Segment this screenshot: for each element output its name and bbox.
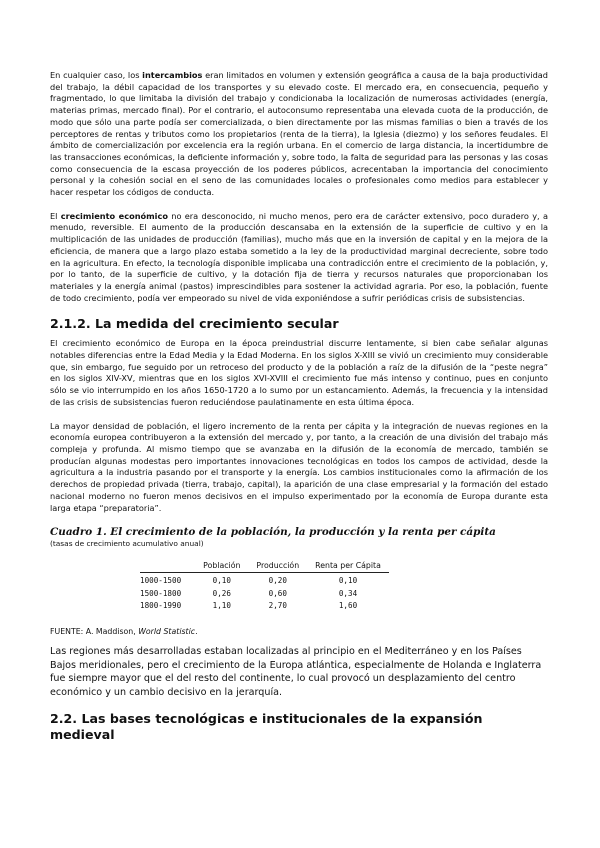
- table-cell: 0,60: [268, 588, 287, 598]
- paragraph-crecimiento-europa: El crecimiento económico de Europa en la época preindustrial discurre lentamente, si bien cabe señalar algunas notables diferencias entre la Edad Media y la Edad Moderna. En los siglos X-XIII se vivió un crecimiento muy considerable que, sin embargo, fue seguido por un retroceso del producto y de la población a raíz de la difusión de la “peste negra” en los siglos XIV-XV, mientras que en los siglos XVI-XVIII el crecimiento fue más intenso y continuo, pues en conjunto sólo se vio interrumpido en los años 1650-1720 a lo sumo por un estancamiento. Además, la frecuencia y la intensidad de las crisis de subsistencias fueron reduciéndose paulatinamente en esta última época.: [50, 338, 549, 407]
- table-cell: 0,34: [338, 588, 358, 598]
- section-heading-medida: 2.1.2. La medida del crecimiento secular: [50, 316, 339, 332]
- table-cell: 0,26: [212, 588, 231, 598]
- paragraph-intercambios: [50, 70, 548, 199]
- table-row: [140, 587, 389, 600]
- source-end: .: [195, 627, 198, 637]
- bold-term-intercambios: intercambios: [142, 70, 203, 80]
- table-row: [140, 600, 389, 613]
- text-run: no era desconocido, ni mucho menos, pero era de carácter extensivo, poco duradero y, a menudo, reversible. El aumento de la producción descansaba en la extensión de la superficie de cultivo y en la multiplicación de las unidades de producción (familias), mucho más que en la inversión de capital y en la mejora de la eficiencia, de manera que a largo plazo estaba sometido a la ley de la productividad marginal decreciente, sobre todo en la agricultura. En efecto, la tecnología disponible implicaba una contradicción entre el crecimiento de la población, y, por lo tanto, de la superficie de cultivo, y la dotación fija de tierra y recursos naturales que proporcionaban los materiales y la energía animal (pastos) imprescindibles para sostener la actividad agraria. Por eso, la población, fuente de todo crecimiento, podía ver empeorado su nivel de vida exponiéndose a sufrir periódicas crisis de subsistencias.: [50, 210, 548, 303]
- header-cell: [140, 559, 195, 572]
- header-cell: Renta per Cápita: [307, 559, 389, 572]
- document-page: [50, 70, 548, 743]
- text-run: En cualquier caso, los: [50, 70, 143, 80]
- table-cell: 1800-1990: [140, 601, 182, 611]
- table-title: Cuadro 1. El crecimiento de la población, la producción y la renta per cápita: [50, 526, 496, 539]
- bold-term-crecimiento: crecimiento económico: [60, 210, 168, 221]
- table-cell: 0,20: [268, 576, 287, 586]
- source-label: FUENTE: A. Maddison,: [50, 627, 139, 637]
- table-cell: 2,70: [268, 601, 287, 611]
- table-cell: 0,10: [338, 576, 358, 586]
- table-cell: 1000-1500: [140, 576, 182, 586]
- section-heading-bases: 2.2. Las bases tecnológicas e institucionales de la expansión medieval: [50, 711, 483, 743]
- table-cell: 1,10: [212, 601, 231, 611]
- text-run: eran limitados en volumen y extensión geográfica a causa de la baja productividad del trabajo, la débil capacidad de los transportes y su elevado coste. El mercado era, en consecuencia, pequeño y fragmentado, lo que limitaba la división del trabajo y condicionaba la localización de numerosas actividades (energía, materias primas, mercado final). Por el contrario, el autoconsumo representaba una elevada cuota de la producción, de modo que sólo una parte podía ser comercializada, o bien directamente por las mismas familias o bien a través de los perceptores de rentas y tributos como los propietarios (renta de la tierra), la Iglesia (diezmo) y los señores feudales. El ámbito de comercialización por excelencia era la región urbana. En el comercio de larga distancia, la incertidumbre de las transacciones económicas, la deficiente información y, sobre todo, la falta de seguridad para las personas y las cosas como consecuencia de la escasa proyección de los poderes públicos, acrecentaban la importancia del conocimiento personal y la cohesión social en el seno de las comunidades locales o profesionales como medios para establecer y hacer respetar los códigos de conducta.: [50, 70, 548, 198]
- text-run: El: [50, 210, 61, 221]
- header-cell: Población: [195, 559, 248, 572]
- table-subtitle: (tasas de crecimiento acumulativo anual): [50, 539, 204, 549]
- table-source: [50, 626, 548, 637]
- table-cell: 0,10: [212, 576, 231, 586]
- source-work: World Statistic: [138, 627, 196, 637]
- table-header-row: [140, 559, 389, 572]
- paragraph-crecimiento-economico: [50, 211, 548, 305]
- table-row: [140, 572, 389, 587]
- growth-table: [140, 559, 389, 612]
- table-cell: 1,60: [338, 601, 358, 611]
- table-cell: 1500-1800: [140, 588, 182, 598]
- paragraph-regiones: Las regiones más desarrolladas estaban localizadas al principio en el Mediterráneo y en los Países Bajos meridionales, pero el crecimiento de la Europa atlántica, especialmente de Holanda e Inglaterra fue siempre mayor que el del resto del continente, lo cual provocó un desplazamiento del centro económico y un cambio decisivo en la jerarquía.: [50, 646, 542, 698]
- paragraph-densidad-poblacion: La mayor densidad de población, el ligero incremento de la renta per cápita y la integración de nuevas regiones en la economía europea contribuyeron a la extensión del mercado y, por tanto, a la creación de una división del trabajo más compleja y profunda. Al mismo tiempo que se avanzaba en la difusión de la economía de mercado, también se producían algunas modestas pero importantes innovaciones tecnológicas en todos los campos de actividad, desde la agricultura a la industria pasando por el transporte y la energía. Los cambios institucionales como la afirmación de los derechos de propiedad privada (tierra, trabajo, capital), la aparición de una clase empresarial y la formación del estado nacional moderno no fueron menos decisivos en el impulso experimentado por la economía de Europa durante esta larga etapa “preparatoria”.: [50, 420, 548, 513]
- header-cell: Producción: [248, 559, 307, 572]
